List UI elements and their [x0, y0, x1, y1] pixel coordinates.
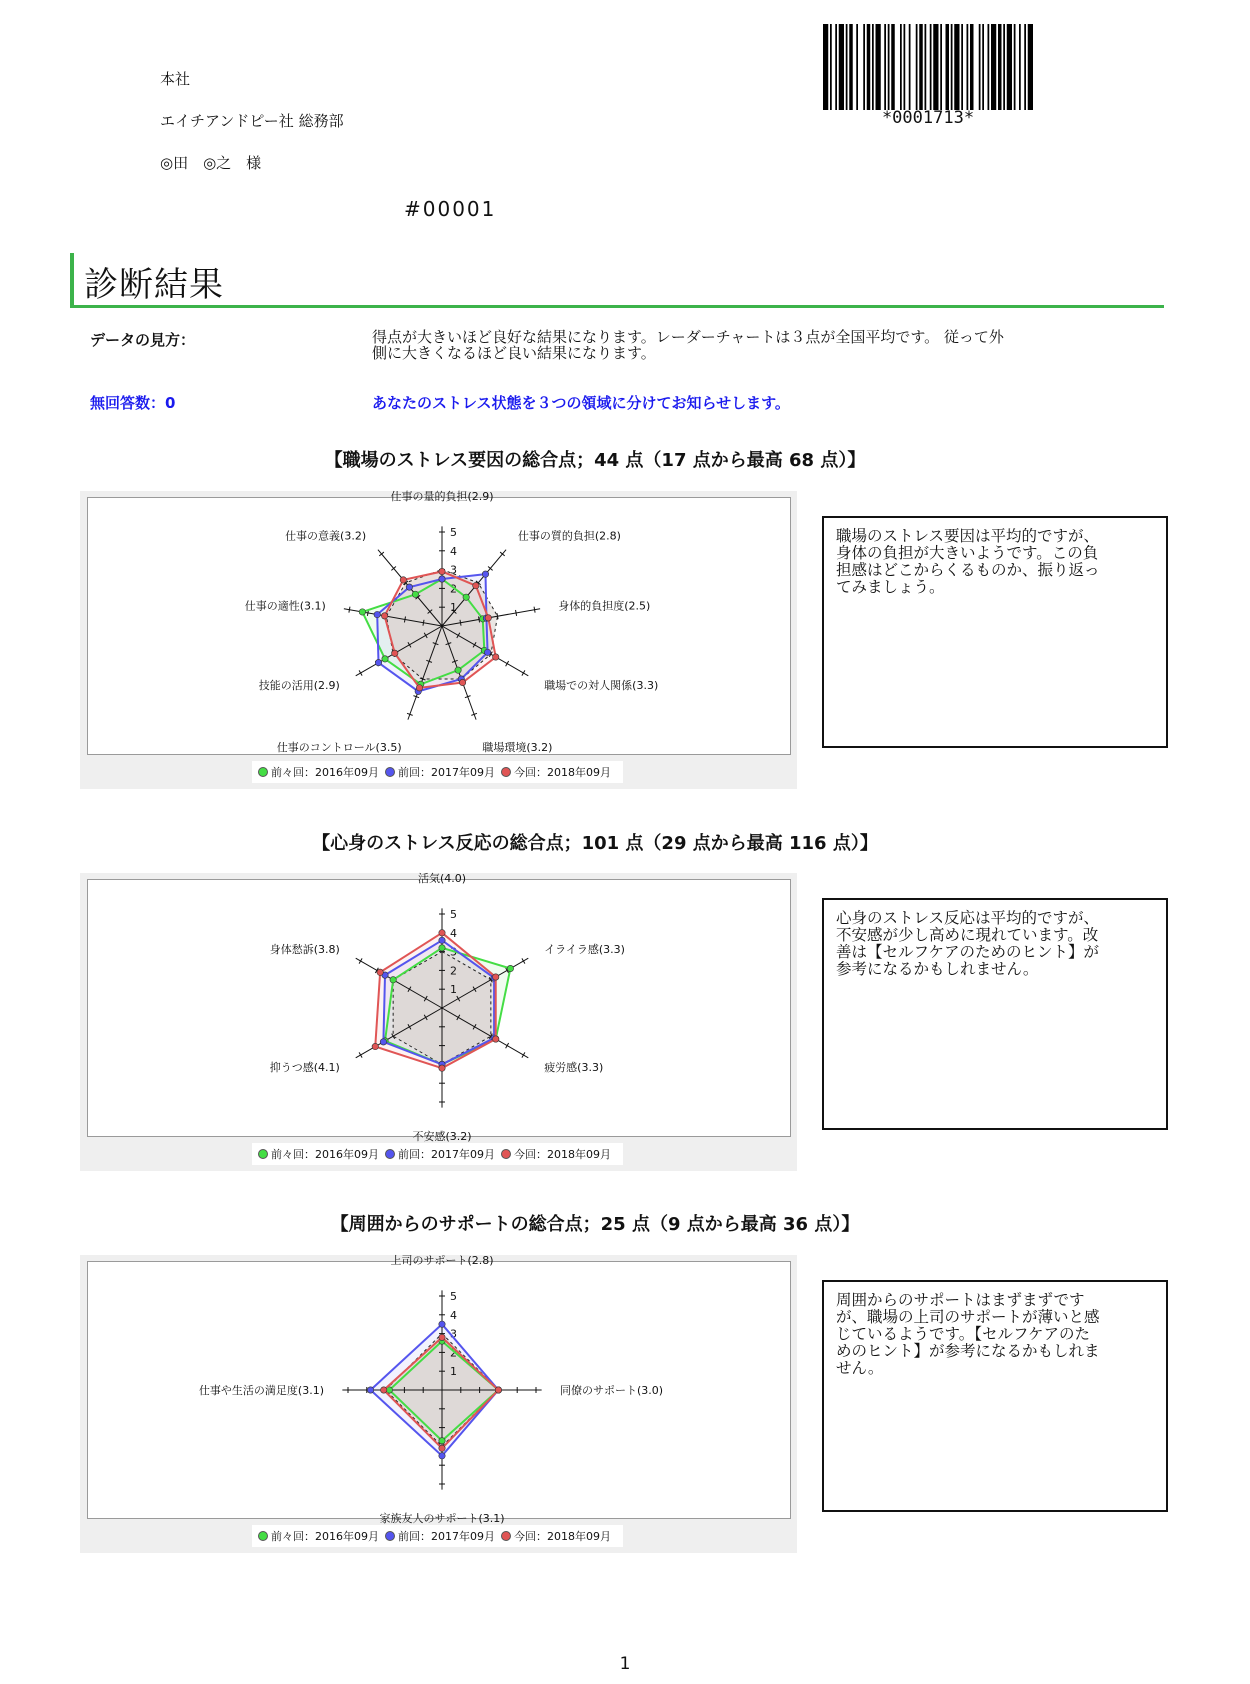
howto-line: 得点が大きいほど良好な結果になります。レーダーチャートは３点が全国平均です。 従って外: [372, 328, 1004, 346]
legend-label: 前回：2017年09月: [398, 1530, 495, 1543]
legend-dot-current: [501, 1531, 511, 1541]
chart-area: [87, 872, 791, 1143]
barcode-bar: [909, 24, 911, 110]
chart-panel: [80, 1255, 797, 1553]
comment-line: 不安感が少し高めに現れています。改: [836, 926, 1099, 944]
radar-tick-label: 1: [450, 601, 457, 615]
barcode-bar: [1028, 24, 1033, 110]
series-point-prev: [406, 584, 412, 590]
section-heading: 【職場のストレス要因の総合点；44 点（17 点から最高 68 点）】: [324, 450, 866, 471]
series-point-prev: [439, 1453, 445, 1459]
series-point-current: [439, 930, 445, 936]
barcode-bar: [951, 24, 953, 110]
chart-legend: [252, 761, 623, 783]
barcode-bar: [940, 24, 942, 110]
legend-dot-prev2: [258, 767, 268, 777]
series-point-current: [439, 1065, 445, 1071]
series-point-prev2: [382, 656, 388, 662]
chart-area: [87, 490, 791, 755]
radar-tick-mark: [522, 958, 525, 963]
barcode-bar: [998, 24, 1002, 110]
radar-axis-label: 仕事の質的負担(2.8): [517, 529, 621, 543]
barcode-bar: [1014, 24, 1016, 110]
barcode-bar: [919, 24, 923, 110]
howto-label: データの見方：: [90, 331, 196, 349]
legend-item: [258, 1528, 379, 1544]
radar-axis-label: 抑うつ感(4.1): [269, 1061, 340, 1074]
barcode-bar: [835, 24, 837, 110]
series-point-current: [392, 650, 398, 656]
comment-text: [824, 900, 1166, 988]
series-point-current: [485, 615, 491, 621]
series-point-prev2: [463, 594, 469, 600]
radar-tick-label: 2: [450, 582, 457, 596]
comment-line: じているようです。【セルフケアのた: [836, 1325, 1091, 1343]
radar-tick-mark: [534, 607, 535, 613]
barcode-bar: [823, 24, 828, 110]
section-heading: 【心身のストレス反応の総合点；101 点（29 点から最高 116 点）】: [312, 833, 878, 854]
radar-tick-mark: [359, 1052, 362, 1057]
barcode-bar: [979, 24, 981, 110]
radar-tick-label: 2: [450, 1346, 457, 1360]
comment-text: [824, 518, 1166, 606]
radar-tick-mark: [506, 661, 509, 666]
comment-line: 参考になるかもしれません。: [836, 960, 1039, 978]
series-point-current: [400, 577, 406, 583]
comment-line: 周囲からのサポートはまずまずです: [836, 1291, 1085, 1309]
barcode-bar: [872, 24, 874, 110]
legend-label: 今回：2018年09月: [514, 1530, 611, 1543]
series-point-prev: [439, 576, 445, 582]
chart-area: [87, 1254, 791, 1525]
radar-tick-label: 1: [450, 983, 457, 997]
series-point-prev: [374, 611, 380, 617]
legend-dot-prev2: [258, 1531, 268, 1541]
series-point-current: [381, 1387, 387, 1393]
comment-box: [822, 898, 1168, 1130]
legend-label: 今回：2018年09月: [514, 766, 611, 779]
series-point-current: [473, 582, 479, 588]
page-title-bar: [70, 253, 1164, 308]
barcode-bar: [867, 24, 871, 110]
barcode-bar: [1024, 24, 1026, 110]
recipient-office: 本社: [160, 70, 191, 88]
radar-axis-label: 同僚のサポート(3.0): [560, 1384, 664, 1397]
barcode-bar: [846, 24, 848, 110]
howto-text: [372, 329, 1142, 361]
series-point-prev: [482, 571, 488, 577]
legend-item: [501, 1528, 611, 1544]
radar-chart-stress-factors: [88, 490, 790, 754]
series-point-current: [381, 613, 387, 619]
radar-axis-label: 身体的負担度(2.5): [558, 599, 651, 613]
series-point-current: [377, 969, 383, 975]
series-point-current: [439, 1445, 445, 1451]
series-point-current: [493, 974, 499, 980]
legend-item: [385, 764, 495, 780]
barcode-bar: [863, 24, 865, 110]
comment-line: 職場のストレス要因は平均的ですが、: [836, 527, 1100, 545]
barcode-bar: [970, 24, 974, 110]
barcode-bar: [830, 24, 832, 110]
series-point-prev2: [412, 591, 418, 597]
page-number: 1: [619, 1654, 631, 1674]
series-point-prev2: [390, 977, 396, 983]
radar-tick-label: 3: [450, 945, 457, 959]
series-point-current: [493, 654, 499, 660]
comment-line: めのヒント】が参考になるかもしれま: [836, 1342, 1100, 1360]
radar-axis-label: 技能の活用(2.9): [258, 679, 340, 692]
series-point-current: [459, 679, 465, 685]
legend-dot-prev: [385, 767, 395, 777]
barcode-bar: [891, 24, 895, 110]
radar-chart-support: [88, 1254, 790, 1525]
series-point-prev2: [439, 945, 445, 951]
radar-tick-mark: [516, 610, 517, 616]
comment-line: 心身のストレス反応は平均的ですが、: [836, 909, 1100, 927]
radar-tick-mark: [506, 1043, 509, 1048]
series-point-current: [439, 1334, 445, 1340]
barcode-bar: [839, 24, 844, 110]
series-point-prev2: [507, 965, 513, 971]
barcode-bar: [856, 24, 858, 110]
radar-axis-label: 疲労感(3.3): [544, 1061, 604, 1074]
radar-tick-label: 3: [450, 1327, 457, 1341]
radar-tick-label: 5: [450, 908, 457, 921]
legend-label: 前回：2017年09月: [398, 1148, 495, 1161]
barcode-bar: [933, 24, 938, 110]
chart-panel: [80, 873, 797, 1171]
series-point-prev: [439, 1321, 445, 1327]
legend-label: 前々回：2016年09月: [271, 766, 379, 779]
radar-axis-label: 仕事の意義(3.2): [285, 529, 367, 543]
radar-axis-label: 仕事の適性(3.1): [244, 599, 326, 613]
radar-axis-label: 職場での対人関係(3.3): [544, 679, 659, 692]
barcode-bar: [988, 24, 990, 110]
chart-legend: [252, 1525, 623, 1547]
barcode-text: *0001713*: [881, 108, 975, 128]
barcode-bar: [925, 24, 927, 110]
series-point-current: [416, 685, 422, 691]
series-point-prev: [484, 649, 490, 655]
barcode-bar: [954, 24, 959, 110]
comment-line: 善は【セルフケアのためのヒント】が: [836, 943, 1100, 961]
barcode-bar: [991, 24, 996, 110]
barcode-bar: [946, 24, 950, 110]
barcode-bar: [900, 24, 902, 110]
series-point-current: [439, 568, 445, 574]
legend-label: 前々回：2016年09月: [271, 1148, 379, 1161]
series-point-prev: [367, 1387, 373, 1393]
series-point-prev2: [439, 1438, 445, 1444]
comment-text: [824, 1282, 1166, 1387]
id-number: #00001: [404, 197, 497, 221]
comment-line: てみましょう。: [836, 578, 945, 596]
radar-tick-mark: [359, 958, 362, 963]
radar-axis-label: 不安感(3.2): [412, 1130, 472, 1143]
radar-tick-label: 5: [450, 1290, 457, 1303]
radar-axis-label: 身体愁訴(3.8): [269, 943, 340, 956]
radar-tick-label: 4: [450, 1308, 457, 1322]
comment-line: 担感はどこからくるものか、振り返っ: [836, 561, 1100, 579]
legend-dot-current: [501, 1149, 511, 1159]
recipient-name: ◎田 ◎之 様: [160, 154, 262, 172]
radar-axis-label: 仕事のコントロール(3.5): [276, 740, 402, 754]
barcode-bar: [849, 24, 853, 110]
comment-line: せん。: [836, 1359, 884, 1377]
chart-panel: [80, 491, 797, 789]
series-point-current: [495, 1387, 501, 1393]
comment-line: 身体の負担が大きいようです。この負: [836, 544, 1099, 562]
recipient-company: エイチアンドピー社 総務部: [160, 112, 344, 130]
barcode-bar: [982, 24, 984, 110]
radar-tick-label: 2: [450, 964, 457, 978]
section-heading: 【周囲からのサポートの総合点；25 点（9 点から最高 36 点）】: [330, 1214, 860, 1235]
howto-line: 側に大きくなるほど良い結果になります。: [372, 344, 656, 362]
series-point-prev: [375, 659, 381, 665]
radar-tick-mark: [522, 1052, 525, 1057]
barcode-bar: [967, 24, 969, 110]
radar-axis-label: 仕事の量的負担(2.9): [390, 490, 494, 503]
radar-axis-label: 上司のサポート(2.8): [390, 1254, 494, 1267]
radar-tick-mark: [349, 607, 350, 613]
radar-tick-label: 1: [450, 1365, 457, 1379]
series-point-current: [493, 1036, 499, 1042]
legend-item: [258, 1146, 379, 1162]
radar-axis-label: 仕事や生活の満足度(3.1): [198, 1384, 324, 1397]
legend-label: 今回：2018年09月: [514, 1148, 611, 1161]
legend-dot-current: [501, 767, 511, 777]
legend-item: [501, 764, 611, 780]
radar-axis-label: 職場環境(3.2): [482, 740, 553, 754]
legend-dot-prev2: [258, 1149, 268, 1159]
barcode-bar: [916, 24, 918, 110]
radar-axis-label: イライラ感(3.3): [544, 943, 625, 956]
barcode-bar: [1019, 24, 1021, 110]
comment-box: [822, 1280, 1168, 1512]
legend-label: 前々回：2016年09月: [271, 1530, 379, 1543]
no-answer-count: 無回答数：0: [90, 394, 176, 412]
barcode-bar: [904, 24, 906, 110]
radar-chart-stress-reaction: [88, 872, 790, 1143]
radar-tick-label: 5: [450, 526, 457, 539]
barcode-bar: [888, 24, 890, 110]
intro-text: あなたのストレス状態を３つの領域に分けてお知らせします。: [372, 394, 790, 412]
series-point-prev: [439, 937, 445, 943]
series-point-prev2: [359, 609, 365, 615]
series-point-current: [372, 1043, 378, 1049]
barcode-bar: [961, 24, 963, 110]
radar-tick-mark: [522, 670, 525, 675]
legend-dot-prev: [385, 1149, 395, 1159]
legend-label: 前回：2017年09月: [398, 766, 495, 779]
legend-item: [258, 764, 379, 780]
radar-tick-label: 4: [450, 926, 457, 940]
legend-dot-prev: [385, 1531, 395, 1541]
page-title: 診断結果: [84, 265, 224, 305]
barcode-bar: [884, 24, 886, 110]
radar-tick-mark: [359, 670, 362, 675]
series-point-prev: [380, 1039, 386, 1045]
legend-item: [385, 1146, 495, 1162]
radar-axis-label: 活気(4.0): [417, 872, 467, 885]
radar-tick-label: 3: [450, 563, 457, 577]
barcode-bar: [930, 24, 932, 110]
comment-box: [822, 516, 1168, 748]
barcode-bar: [1003, 24, 1005, 110]
radar-axis-label: 家族友人のサポート(3.1): [379, 1512, 505, 1525]
chart-legend: [252, 1143, 623, 1165]
series-point-prev2: [455, 667, 461, 673]
barcode-bar: [1007, 24, 1012, 110]
legend-item: [501, 1146, 611, 1162]
legend-item: [385, 1528, 495, 1544]
barcode: [823, 24, 1033, 110]
radar-tick-label: 4: [450, 544, 457, 558]
comment-line: が、職場の上司のサポートが薄いと感: [836, 1308, 1100, 1326]
barcode-bar: [876, 24, 881, 110]
